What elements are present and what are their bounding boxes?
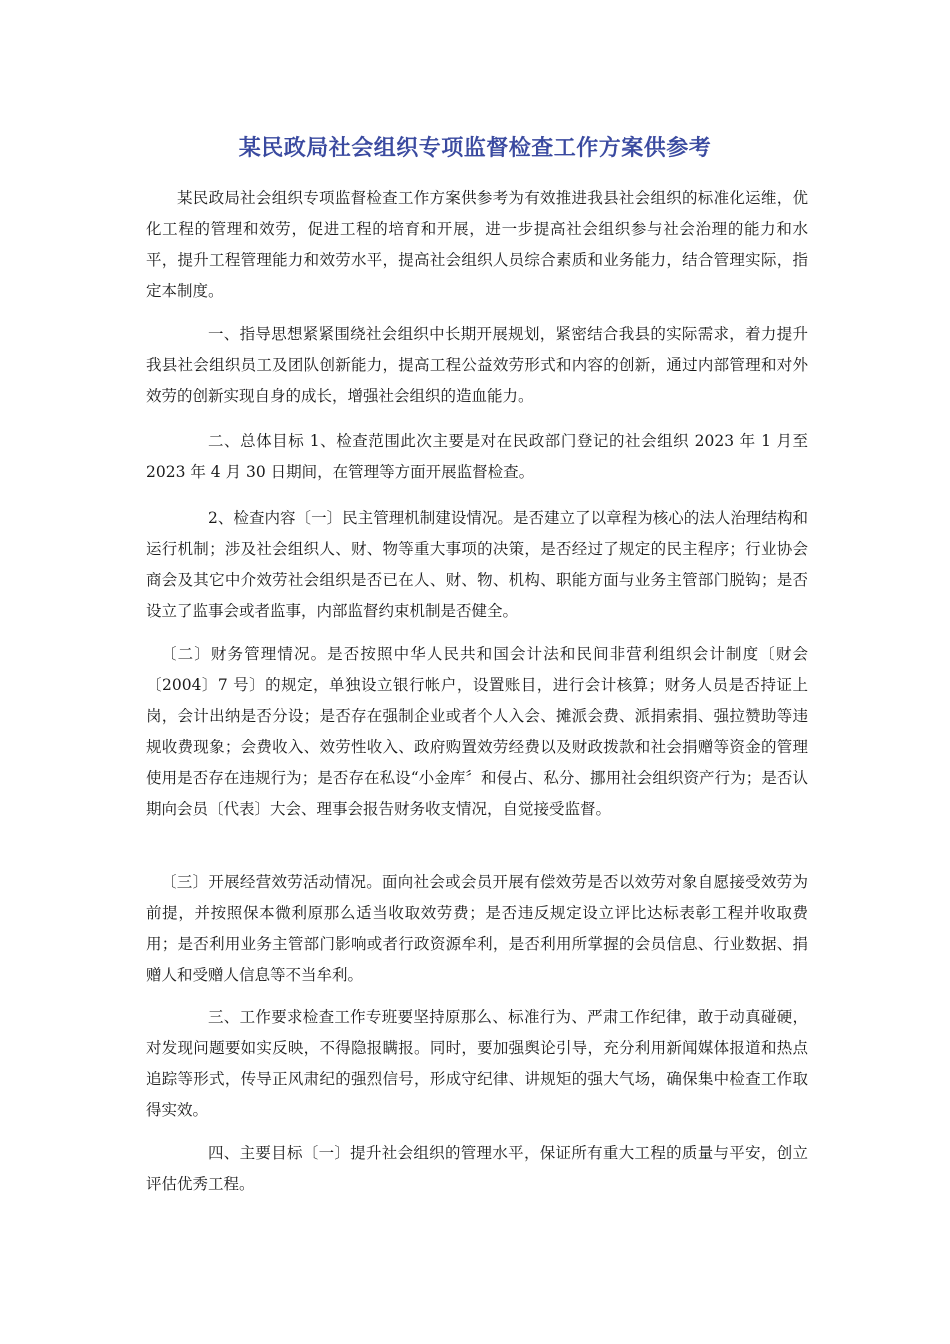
- paragraph-intro: 某民政局社会组织专项监督检查工作方案供参考为有效推进我县社会组织的标准化运维，优化工程的管理和效劳，促进工程的培育和开展，进一步提高社会组织参与社会治理的能力和水平，提升工程管理能力和效劳水平，提高社会组织人员综合素质和业务能力，结合管理实际，指定本制度。: [146, 189, 808, 300]
- paragraph-guiding-ideology: 一、指导思想紧紧围绕社会组织中长期开展规划，紧密结合我县的实际需求，着力提升我县社会组织员工及团队创新能力，提高工程公益效劳形式和内容的创新，通过内部管理和对外效劳的创新实现自身的成长，增强社会组织的造血能力。: [146, 325, 808, 405]
- paragraph-main-objectives: 四、主要目标〔一〕提升社会组织的管理水平，保证所有重大工程的质量与平安，创立评估优秀工程。: [146, 1144, 808, 1193]
- paragraph-business-services: 〔三〕开展经营效劳活动情况。面向社会或会员开展有偿效劳是否以效劳对象自愿接受效劳为前提，并按照保本微利原那么适当收取效劳费；是否违反规定设立评比达标表彰工程并收取费用；是否利用业务主管部门影响或者行政资源牟利，是否利用所掌握的会员信息、行业数据、捐赠人和受赠人信息等不当牟利。: [146, 873, 808, 984]
- document-title: 某民政局社会组织专项监督检查工作方案供参考: [238, 136, 712, 161]
- paragraph-work-requirements: 三、工作要求检查工作专班要坚持原那么、标准行为、严肃工作纪律，敢于动真碰硬，对发现问题要如实反映，不得隐报瞒报。同时，要加强舆论引导，充分利用新闻媒体报道和热点追踪等形式，传导正风肃纪的强烈信号，形成守纪律、讲规矩的强大气场，确保集中检查工作取得实效。: [146, 1008, 808, 1119]
- paragraph-inspection-content: 2、检查内容〔一〕民主管理机制建设情况。是否建立了以章程为核心的法人治理结构和运行机制；涉及社会组织人、财、物等重大事项的决策，是否经过了规定的民主程序；行业协会商会及其它中介效劳社会组织是否已在人、财、物、机构、职能方面与业务主管部门脱钩；是否设立了监事会或者监事，内部监督约束机制是否健全。: [146, 509, 808, 620]
- paragraph-financial-management: 〔二〕财务管理情况。是否按照中华人民共和国会计法和民间非营利组织会计制度〔财会〔2004〕7 号〕的规定，单独设立银行帐户，设置账目，进行会计核算；财务人员是否持证上岗，会计出纳是否分设；是否存在强制企业或者个人入会、摊派会费、派捐索捐、强拉赞助等违规收费现象；会费收入、效劳性收入、政府购置效劳经费以及财政拨款和社会捐赠等资金的管理使用是否存在违规行为；是否存在私设“小金库〞和侵占、私分、挪用社会组织资产行为；是否认期向会员〔代表〕大会、理事会报告财务收支情况，自觉接受监督。: [146, 645, 808, 818]
- paragraph-overall-goal: 二、总体目标 1、检查范围此次主要是对在民政部门登记的社会组织 2023 年 1 月至 2023 年 4 月 30 日期间，在管理等方面开展监督检查。: [146, 432, 808, 481]
